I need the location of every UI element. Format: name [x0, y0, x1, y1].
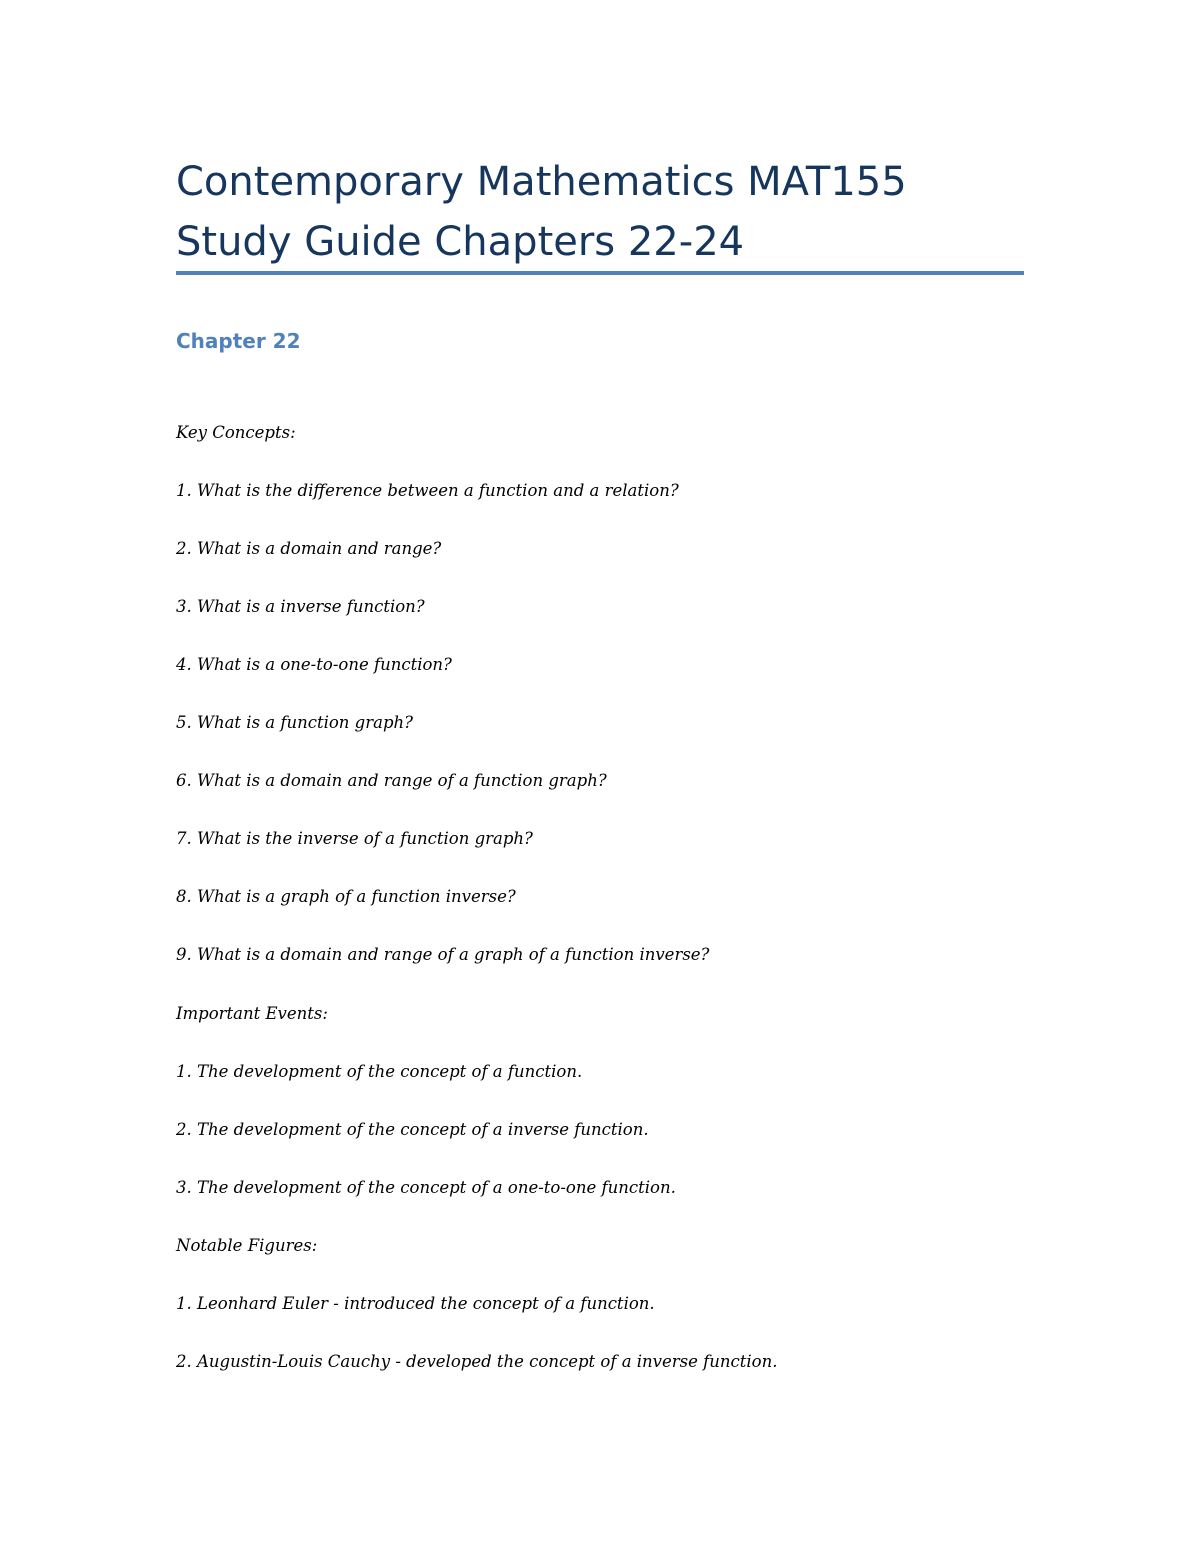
notable-figure-item: 2. Augustin-Louis Cauchy - developed the concept of a inverse function.	[176, 1352, 778, 1371]
notable-figure-item: 1. Leonhard Euler - introduced the concept of a function.	[176, 1294, 655, 1313]
key-concept-item: 4. What is a one-to-one function?	[176, 655, 452, 674]
important-event-item: 1. The development of the concept of a function.	[176, 1062, 583, 1081]
title-underline-rule	[176, 271, 1024, 275]
title-line-2: Study Guide Chapters 22-24	[176, 219, 745, 265]
key-concept-item: 5. What is a function graph?	[176, 713, 413, 732]
important-events-label: Important Events:	[176, 1004, 328, 1023]
notable-figures-label: Notable Figures:	[176, 1236, 318, 1255]
key-concept-item: 7. What is the inverse of a function graph?	[176, 829, 533, 848]
key-concept-item: 9. What is a domain and range of a graph of a function inverse?	[176, 945, 710, 964]
key-concept-item: 2. What is a domain and range?	[176, 539, 442, 558]
key-concept-item: 3. What is a inverse function?	[176, 597, 425, 616]
key-concept-item: 1. What is the difference between a function and a relation?	[176, 481, 679, 500]
important-event-item: 2. The development of the concept of a inverse function.	[176, 1120, 649, 1139]
key-concept-item: 8. What is a graph of a function inverse?	[176, 887, 516, 906]
title-line-1: Contemporary Mathematics MAT155	[176, 159, 907, 205]
chapter-heading: Chapter 22	[176, 329, 301, 353]
document-title	[176, 152, 1026, 272]
key-concepts-label: Key Concepts:	[176, 423, 296, 442]
important-event-item: 3. The development of the concept of a one-to-one function.	[176, 1178, 676, 1197]
key-concept-item: 6. What is a domain and range of a function graph?	[176, 771, 607, 790]
